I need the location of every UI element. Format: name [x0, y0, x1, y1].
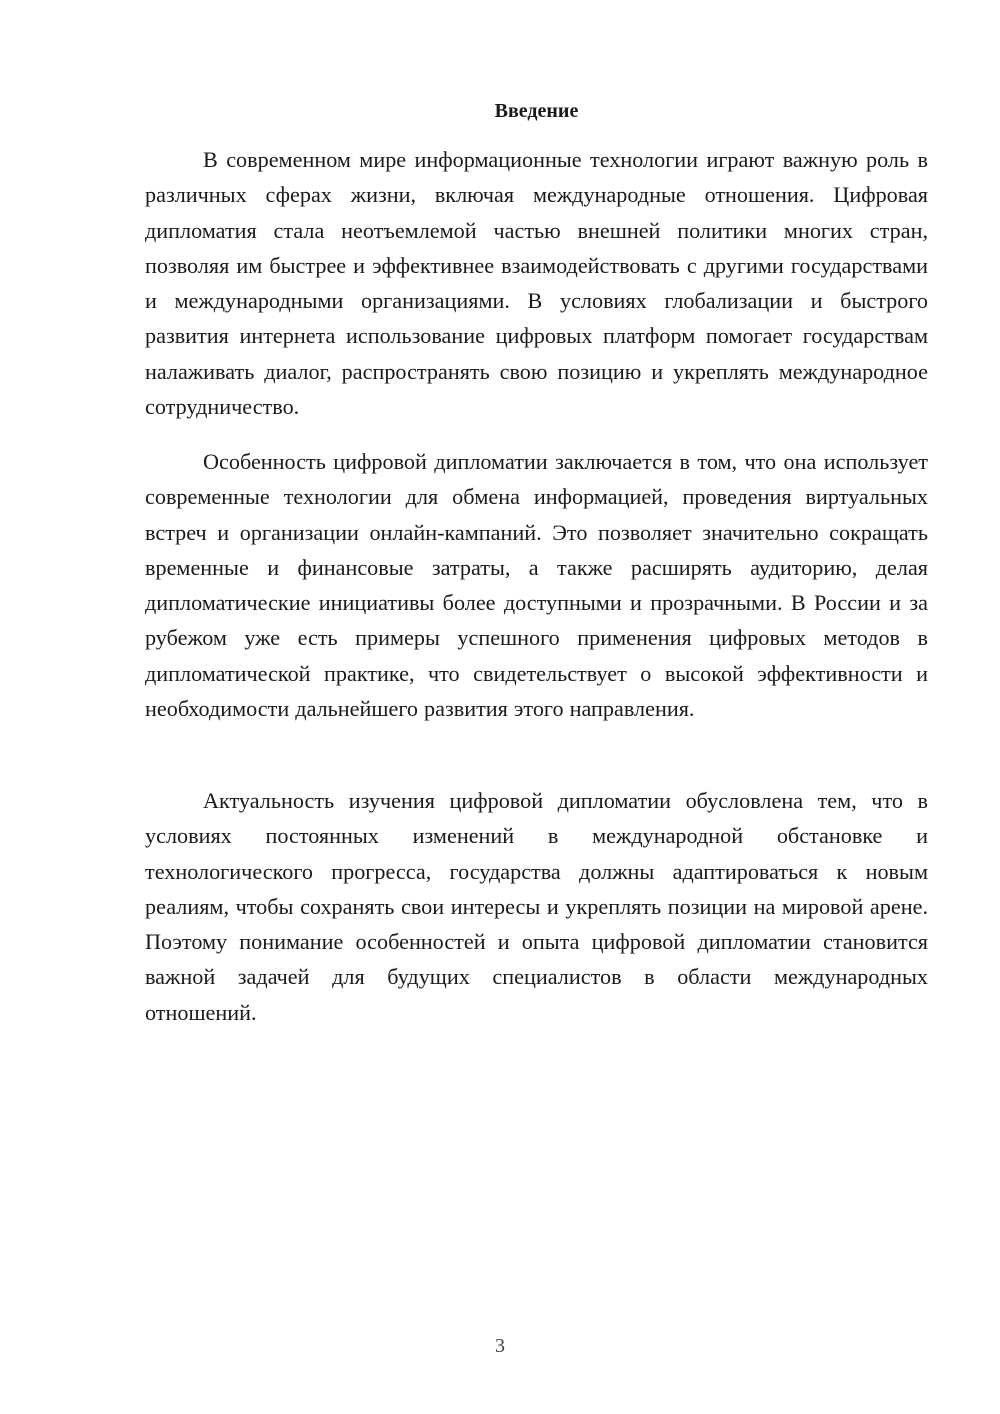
page-number: 3 — [495, 1335, 505, 1357]
section-heading: Введение — [494, 100, 579, 122]
paragraph-2: Особенность цифровой дипломатии заключается в том, что она использует современные технологии для обмена информацией, проведения виртуальных встреч и организации онлайн-кампаний. Это позволяет значительно сокращать временные и финансовые затраты, а также расширять аудиторию, делая дипломатические инициативы более доступными и прозрачными. В России и за рубежом уже есть примеры успешного применения цифровых методов в дипломатической практике, что свидетельствует о высокой эффективности и необходимости дальнейшего развития этого направления. — [145, 449, 928, 722]
paragraph-3: Актуальность изучения цифровой дипломатии обусловлена тем, что в условиях постоянных изменений в международной обстановке и технологического прогресса, государства должны адаптироваться к новым реалиям, чтобы сохранять свои интересы и укреплять позиции на мировой арене. Поэтому понимание особенностей и опыта цифровой дипломатии становится важной задачей для будущих специалистов в области международных отношений. — [145, 788, 928, 1025]
paragraph-1: В современном мире информационные технологии играют важную роль в различных сферах жизни, включая международные отношения. Цифровая дипломатия стала неотъемлемой частью внешней политики многих стран, позволяя им быстрее и эффективнее взаимодействовать с другими государствами и международными организациями. В условиях глобализации и быстрого развития интернета использование цифровых платформ помогает государствам налаживать диалог, распространять свою позицию и укреплять международное сотрудничество. — [145, 147, 928, 420]
